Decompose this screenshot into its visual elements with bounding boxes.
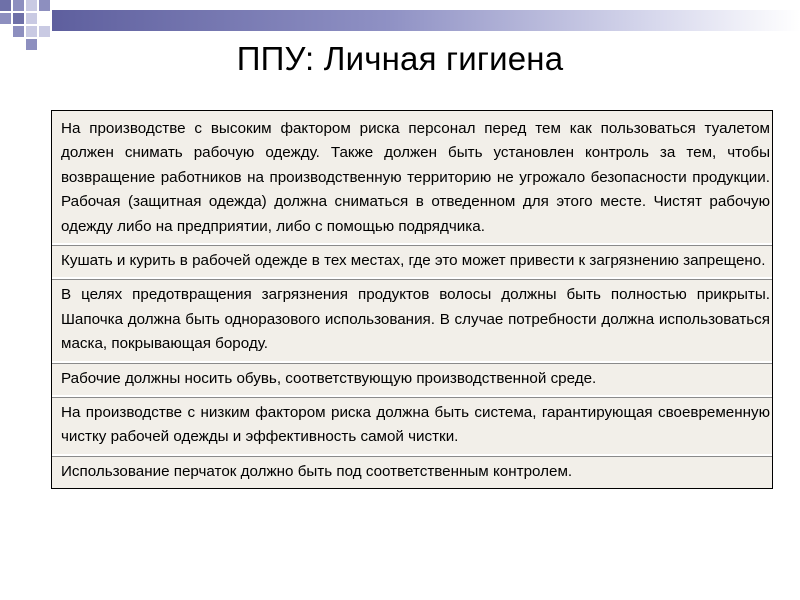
decorative-square <box>13 13 24 24</box>
table-row: Использование перчаток должно быть под соответственным контролем. <box>52 454 772 488</box>
decorative-square <box>26 13 37 24</box>
decorative-square <box>0 0 11 11</box>
table-row: На производстве с высоким фактором риска персонал перед тем как пользоваться туалетом должен снимать рабочую одежду. Также должен быть установлен контроль за тем, чтобы возвращение работников на производственную территорию не угрожало безопасности продукции. Рабочая (защитная одежда) должна сниматься в отведенном для этого месте. Чистят рабочую одежду либо на предприятии, либо с помощью подрядчика. <box>61 120 770 235</box>
decorative-square <box>13 0 24 11</box>
decorative-square <box>26 26 37 37</box>
decorative-square <box>39 0 50 11</box>
rules-table <box>51 110 773 489</box>
page-title: ППУ: Личная гигиена <box>236 40 564 77</box>
decorative-square <box>26 0 37 11</box>
table-row: Рабочие должны носить обувь, соответствующую производственной среде. <box>52 361 772 395</box>
decorative-square <box>0 13 11 24</box>
decorative-square <box>13 26 24 37</box>
table-row: В целях предотвращения загрязнения продуктов волосы должны быть полностью прикрыты. Шапочка должна быть одноразового использования. В случае потребности должна использоваться маска, покрывающая бороду. <box>52 277 772 360</box>
decorative-square <box>39 26 50 37</box>
header-gradient-band <box>52 10 800 31</box>
table-row: На производстве с низким фактором риска должна быть система, гарантирующая своевременную чистку рабочей одежды и эффективность самой чистки. <box>52 395 772 454</box>
table-row: Кушать и курить в рабочей одежде в тех местах, где это может привести к загрязнению запрещено. <box>52 243 772 277</box>
